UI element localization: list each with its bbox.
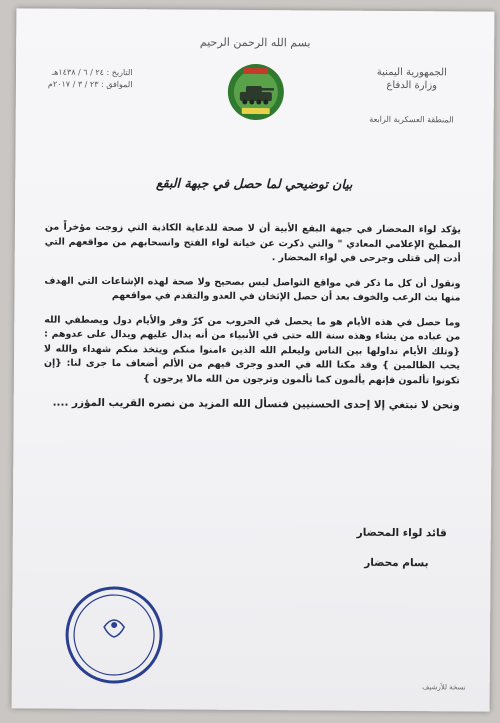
paragraph: وما حصل في هذه الأيام هو ما يحصل في الحروب من كرّ وفر والأيام دول ويصطفي الله من عباده من يشاء وهذه سنة الله حتى في الأنبياء من أنه يدال عليهم ويدال على عدوهم :{وتلك الأيام نداولها بين الناس وليعلم الله الذين ءامنوا منكم ويتخذ منكم شهداء والله لا يحب الظالمين } وقد مكنا الله في العدو وجرى فيهم من الألم أضعاف ما جرى لنا: {إن تكونوا تألمون فإنهم يألمون كما تألمون وترجون من الله مالا يرجون } (43, 314, 461, 386)
letterhead-dates (48, 67, 133, 92)
official-stamp-icon (64, 585, 165, 686)
letter-page (12, 8, 495, 711)
basmala: بسم الله الرحمن الرحيم (199, 35, 311, 50)
date-gregorian: الموافق : ٢٣ / ٣ / ٢٠١٧م (47, 79, 133, 90)
signature-name: بسام محضار (364, 556, 429, 570)
paragraph: ونقول أن كل ما ذكر في مواقع التواصل ليس بصحيح ولا صحة لهذه الإشاعات التي الهدف منها بث الرعب والخوف بعد أن حصل الإثخان في العدو والتقدم في مواقعهم (44, 275, 461, 304)
closing-line: ونحن لا نبتغي إلا إحدى الحسنيين فنسأل الله المزيد من نصره القريب المؤزر .... (52, 396, 460, 412)
letterhead-right (369, 67, 454, 125)
date-hijri: التاريخ : ٢٤ / ٦ / ١٤٣٨هـ (51, 67, 133, 78)
statement-body (44, 221, 461, 423)
letterhead-region: المنطقة العسكرية الرابعة (369, 114, 454, 125)
letterhead-country: الجمهورية اليمنية (376, 66, 447, 79)
statement-title: بيان توضيحي لما حصل في جبهة البقع (155, 175, 353, 192)
military-emblem-icon (226, 62, 286, 122)
archive-copy-note: نسخة للأرشيف (422, 683, 466, 692)
signature-role: قائد لواء المحضار (356, 526, 447, 540)
paragraph: يؤكد لواء المحضار في جبهة البقع الأبية أن لا صحة للدعاية الكاذبة التي زوجت مؤخراً من المطبخ الإعلامي المعادي " والتي ذكرت عن خيانة لواء الفتح وانسحابهم من مواقعهم التي أدت إلى قتلى وجرحى في لواء المحضار . (44, 221, 461, 265)
letterhead-ministry: وزارة الدفاع (386, 79, 438, 92)
